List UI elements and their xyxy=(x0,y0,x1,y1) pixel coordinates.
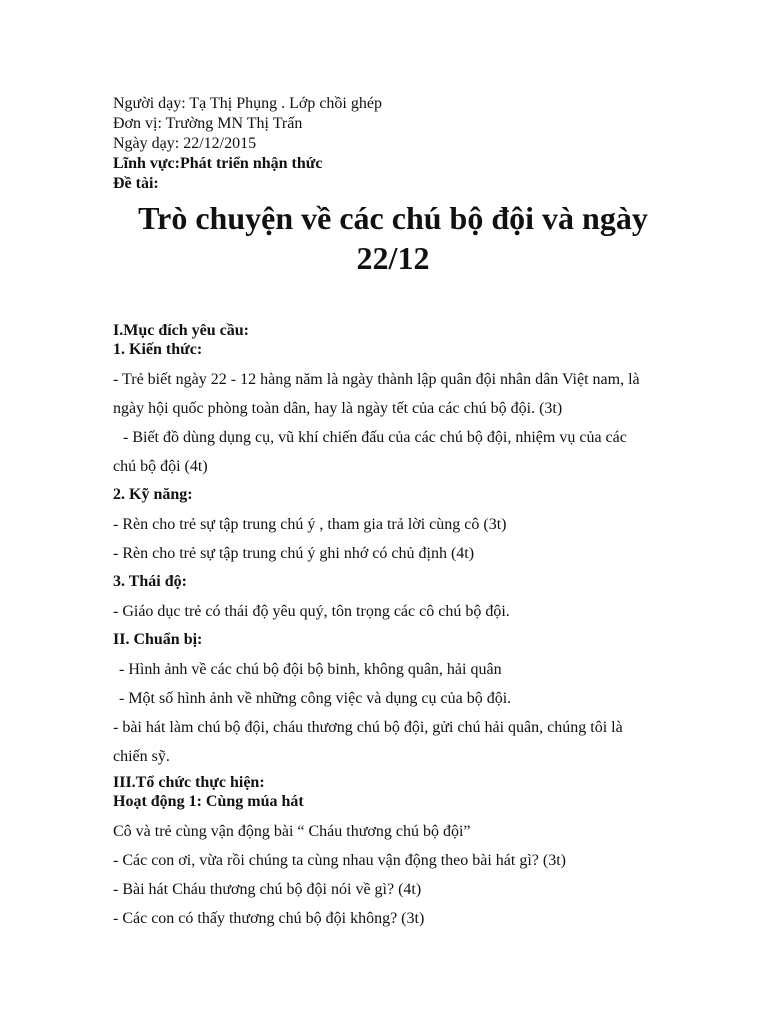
document-page xyxy=(113,94,673,933)
activity-line-1: Cô và trẻ cùng vận động bài “ Cháu thương chú bộ đội” xyxy=(113,823,471,840)
preparation-item-2: - Một số hình ảnh về những công việc và dụng cụ của bộ đội. xyxy=(119,690,512,707)
skills-heading: 2. Kỹ năng: xyxy=(113,486,193,503)
knowledge-heading: 1. Kiến thức: xyxy=(113,341,203,358)
section-2-heading: II. Chuẩn bị: xyxy=(113,631,203,648)
title-line-1: Trò chuyện về các chú bộ đội và ngày xyxy=(138,200,648,236)
knowledge-paragraph-1-line-2: ngày hội quốc phòng toàn dân, hay là ngày tết của các chú bộ đội. (3t) xyxy=(113,400,563,417)
knowledge-paragraph-1-line-1: - Trẻ biết ngày 22 - 12 hàng năm là ngày thành lập quân đội nhân dân Việt nam, là xyxy=(113,371,640,388)
attitude-paragraph: - Giáo dục trẻ có thái độ yêu quý, tôn trọng các cô chú bộ đội. xyxy=(113,603,510,620)
activity-1-heading: Hoạt động 1: Cùng múa hát xyxy=(113,793,304,810)
skills-paragraph-2: - Rèn cho trẻ sự tập trung chú ý ghi nhớ có chủ định (4t) xyxy=(113,545,475,562)
skills-paragraph-1: - Rèn cho trẻ sự tập trung chú ý , tham gia trả lời cùng cô (3t) xyxy=(113,516,507,533)
unit-line: Đơn vị: Trường MN Thị Trấn xyxy=(113,115,303,132)
preparation-item-3-line-1: - bài hát làm chú bộ đội, cháu thương chú bộ đội, gửi chú hải quân, chúng tôi là xyxy=(113,719,623,736)
activity-line-4: - Các con có thấy thương chú bộ đội không? (3t) xyxy=(113,910,425,927)
title-line-2: 22/12 xyxy=(356,240,430,276)
knowledge-paragraph-2-line-1: - Biết đồ dùng dụng cụ, vũ khí chiến đấu của các chú bộ đội, nhiệm vụ của các xyxy=(123,429,627,446)
section-1-heading: I.Mục đích yêu cầu: xyxy=(113,322,249,339)
topic-label: Đề tài: xyxy=(113,175,159,192)
knowledge-paragraph-2-line-2: chú bộ đội (4t) xyxy=(113,458,208,475)
attitude-heading: 3. Thái độ: xyxy=(113,573,187,590)
activity-line-3: - Bài hát Cháu thương chú bộ đội nói về gì? (4t) xyxy=(113,881,422,898)
field-line: Lĩnh vực:Phát triển nhận thức xyxy=(113,155,323,172)
teacher-line: Người dạy: Tạ Thị Phụng . Lớp chồi ghép xyxy=(113,95,382,112)
document-title xyxy=(93,198,693,278)
activity-line-2: - Các con ơi, vừa rồi chúng ta cùng nhau vận động theo bài hát gì? (3t) xyxy=(113,852,566,869)
date-line: Ngày dạy: 22/12/2015 xyxy=(113,135,257,152)
section-3-heading: III.Tổ chức thực hiện: xyxy=(113,774,265,791)
preparation-item-3-line-2: chiến sỹ. xyxy=(113,748,170,765)
preparation-item-1: - Hình ảnh về các chú bộ đội bộ binh, không quân, hải quân xyxy=(119,661,502,678)
